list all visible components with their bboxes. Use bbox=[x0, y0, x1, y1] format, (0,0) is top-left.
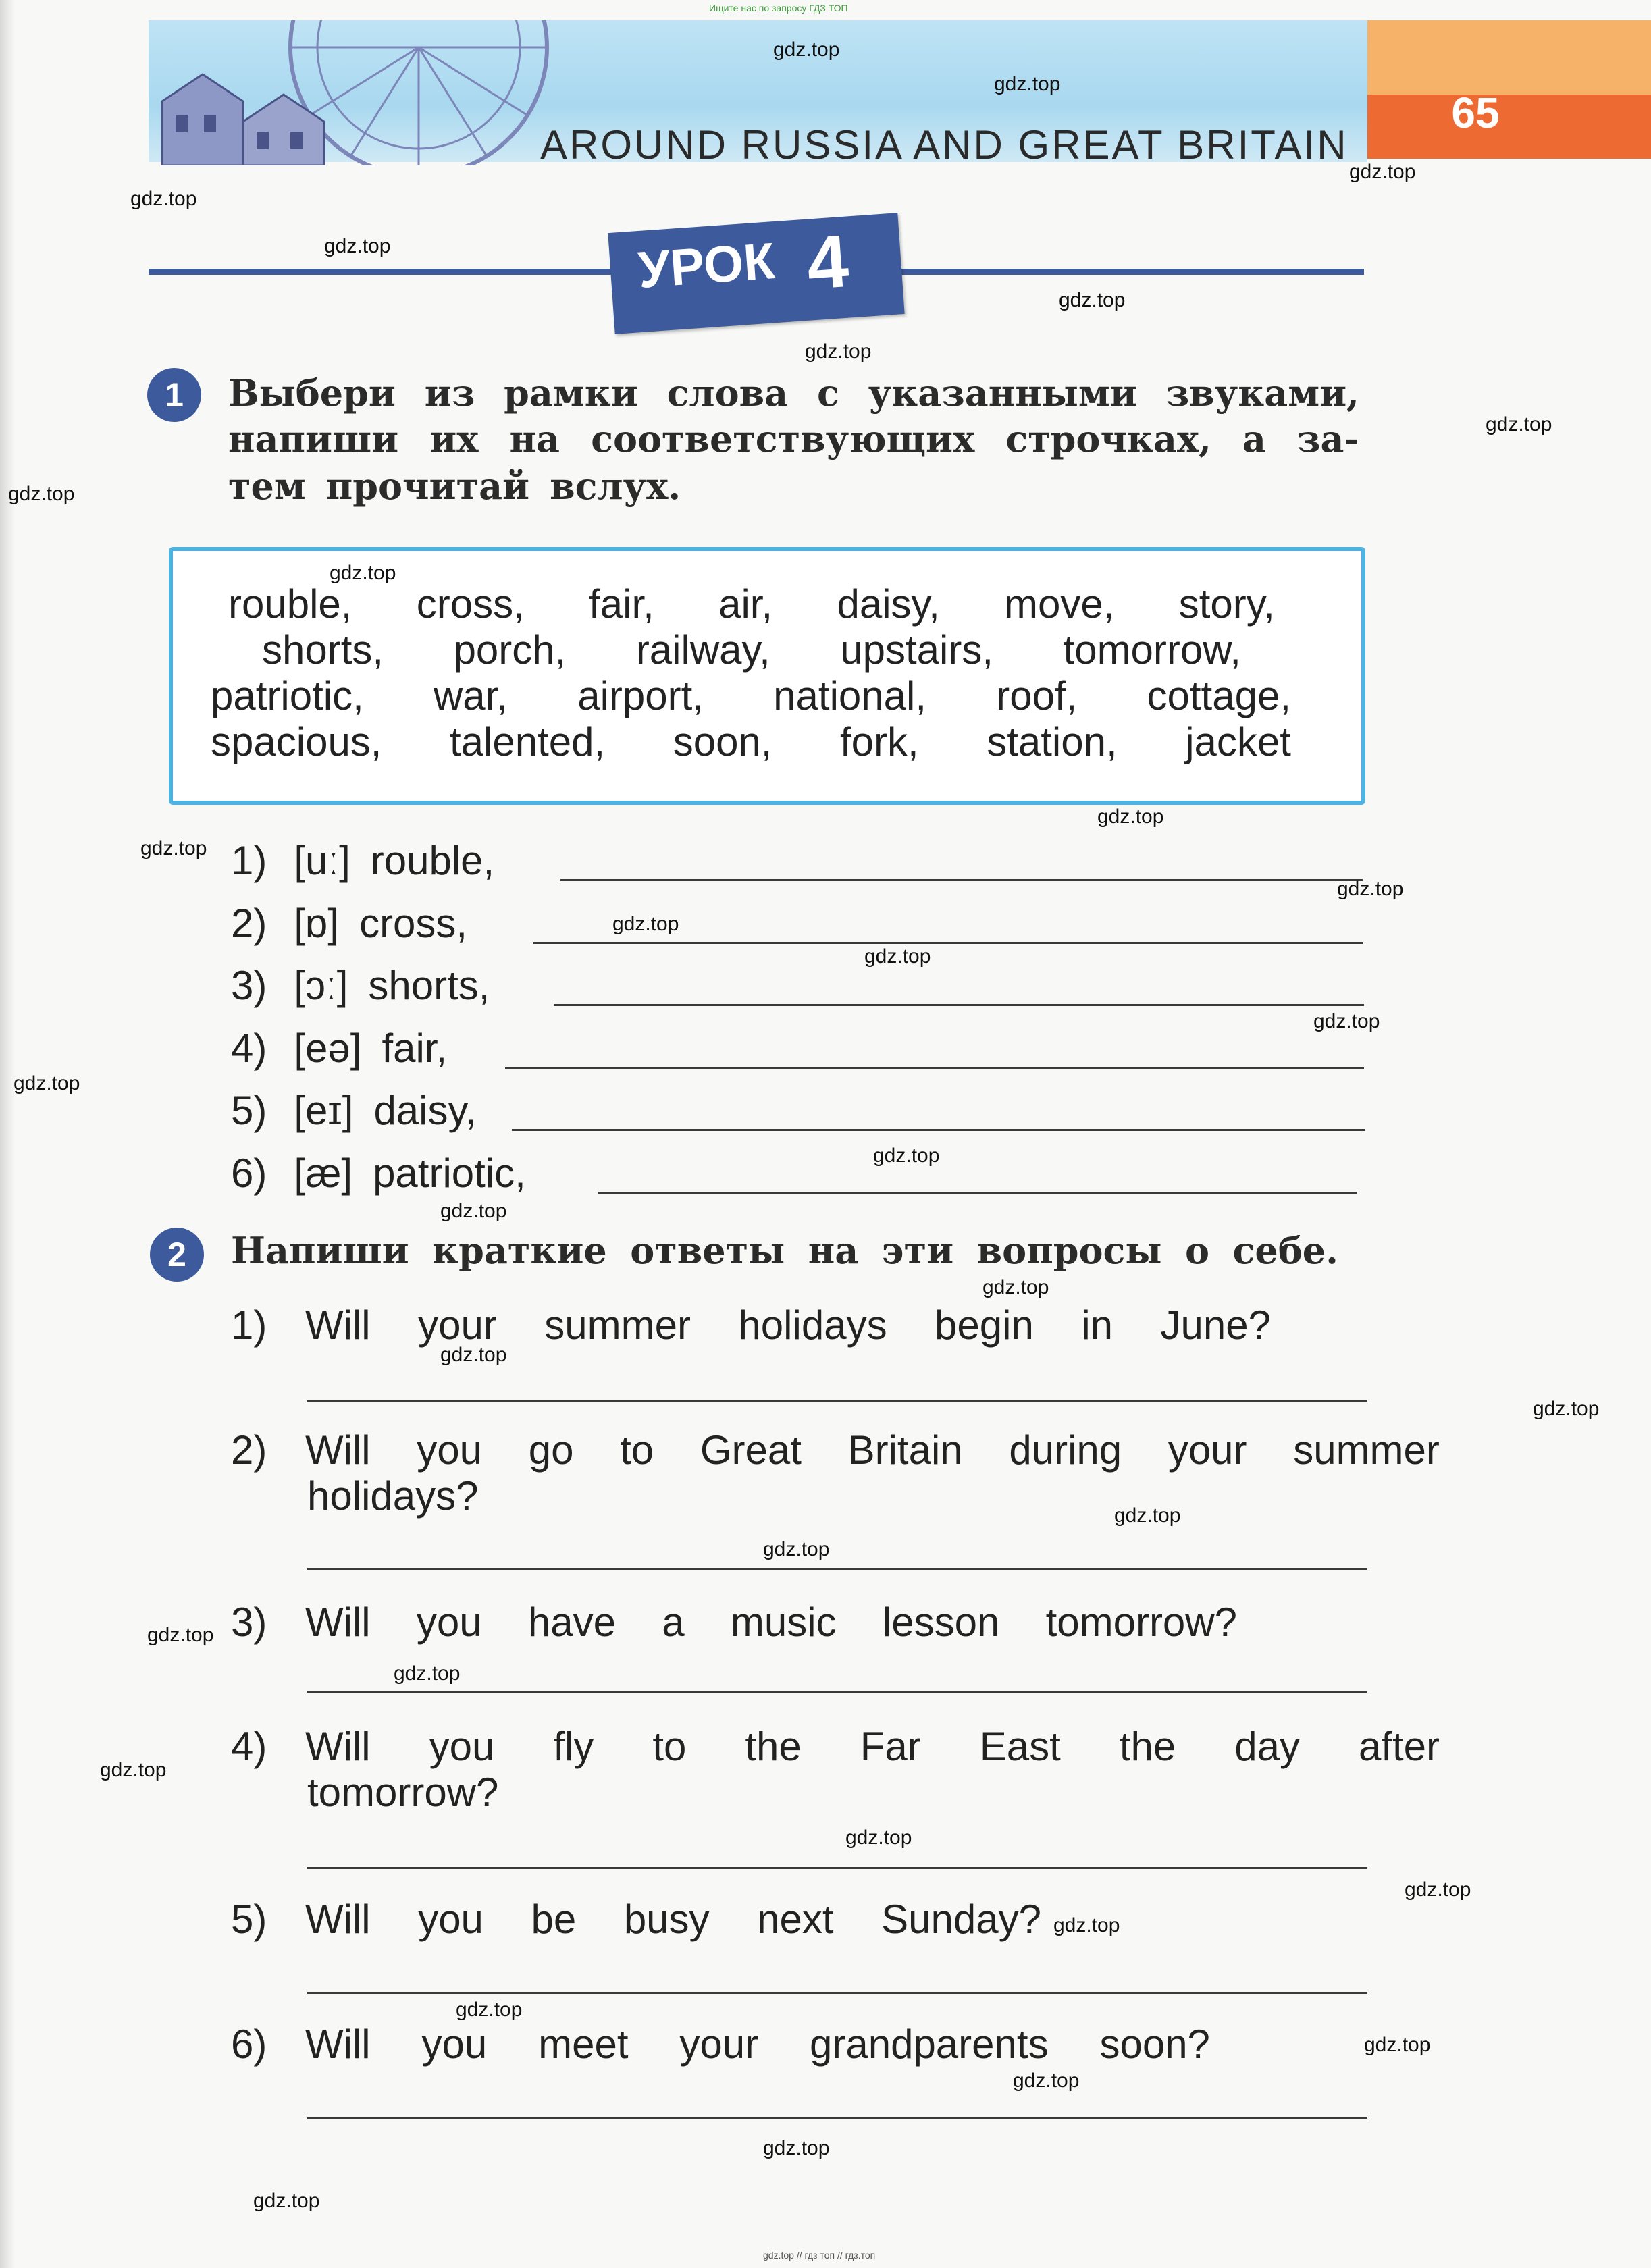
instruction-word: краткие bbox=[432, 1229, 607, 1272]
question-word: fly bbox=[553, 1724, 594, 1769]
instruction-word: соответствующих bbox=[591, 417, 975, 460]
question-number: 4) bbox=[231, 1724, 267, 1769]
watermark-text: gdz.top bbox=[147, 1624, 214, 1646]
word-box-word: shorts, bbox=[262, 627, 384, 673]
instruction-word: Напиши bbox=[231, 1229, 409, 1272]
answer-line bbox=[307, 1400, 1367, 1402]
answer-line bbox=[598, 1192, 1357, 1194]
answer-line bbox=[512, 1129, 1365, 1131]
instruction-word: с bbox=[816, 371, 839, 415]
answer-line bbox=[505, 1067, 1364, 1069]
instruction-line bbox=[228, 371, 1359, 415]
word-box-word: soon, bbox=[673, 719, 772, 764]
exercise-2-instruction bbox=[231, 1229, 1338, 1272]
question-word: summer bbox=[544, 1302, 691, 1348]
sound-row bbox=[231, 962, 490, 1009]
question-word: you bbox=[429, 1724, 495, 1769]
watermark-text: gdz.top bbox=[1059, 289, 1126, 311]
exercise-2-badge: 2 bbox=[150, 1228, 204, 1282]
question-word: Will bbox=[305, 1427, 371, 1473]
sound-example: patriotic, bbox=[373, 1151, 526, 1196]
watermark-text: gdz.top bbox=[394, 1662, 461, 1685]
sound-example: shorts, bbox=[368, 963, 490, 1008]
sound-symbol: [ɔː] bbox=[294, 963, 348, 1008]
question-word: you bbox=[421, 2022, 488, 2067]
question-text-continued: tomorrow? bbox=[307, 1770, 499, 1815]
question-word: a bbox=[662, 1600, 685, 1645]
question-word: go bbox=[528, 1427, 574, 1473]
watermark-text: gdz.top bbox=[1097, 806, 1164, 828]
sound-symbol: [uː] bbox=[294, 838, 350, 883]
watermark-text: gdz.top bbox=[773, 38, 840, 61]
question-word: soon? bbox=[1099, 2022, 1210, 2067]
watermark-text: gdz.top bbox=[612, 913, 679, 935]
instruction-word: вслух. bbox=[550, 465, 681, 508]
instruction-word: их bbox=[429, 417, 479, 460]
chapter-title: AROUND RUSSIA AND GREAT BRITAIN bbox=[540, 122, 1348, 167]
question-text bbox=[305, 2021, 1210, 2067]
question-word: Will bbox=[305, 1302, 371, 1348]
watermark-text: gdz.top bbox=[805, 340, 872, 363]
instruction-word: на bbox=[808, 1229, 859, 1272]
word-box-word: porch, bbox=[453, 627, 567, 673]
watermark-text: gdz.top bbox=[440, 1200, 507, 1222]
instruction-word: себе. bbox=[1232, 1229, 1338, 1272]
sound-row bbox=[231, 900, 467, 947]
watermark-text: gdz.top bbox=[14, 1072, 80, 1095]
sound-symbol: [æ] bbox=[294, 1151, 353, 1196]
watermark-text: gdz.top bbox=[1405, 1878, 1471, 1901]
watermark-text: gdz.top bbox=[1013, 2069, 1080, 2092]
answer-line bbox=[307, 2117, 1367, 2119]
watermark-text: gdz.top bbox=[330, 562, 396, 584]
word-box-word: spacious, bbox=[211, 719, 382, 764]
watermark-text: gdz.top bbox=[864, 945, 931, 968]
watermark-text: gdz.top bbox=[456, 1999, 523, 2021]
watermark-text: gdz.top bbox=[1349, 161, 1416, 183]
question-word: the bbox=[1119, 1724, 1176, 1769]
instruction-word: а bbox=[1242, 417, 1266, 460]
word-box-line bbox=[228, 581, 1275, 627]
word-box-word: upstairs, bbox=[840, 627, 994, 673]
question-word: Will bbox=[305, 1897, 371, 1942]
question-word: lesson bbox=[882, 1600, 1000, 1645]
instruction-word: рамки bbox=[504, 371, 638, 415]
watermark-text: gdz.top bbox=[845, 1826, 912, 1849]
instruction-word: строчках, bbox=[1005, 417, 1211, 460]
question-word: holidays bbox=[738, 1302, 887, 1348]
question-number: 2) bbox=[231, 1427, 267, 1473]
watermark-text: gdz.top bbox=[1114, 1504, 1181, 1527]
question-text bbox=[305, 1302, 1271, 1348]
instruction-word: напиши bbox=[228, 417, 399, 460]
question-word: Will bbox=[305, 1724, 371, 1769]
question-word: meet bbox=[538, 2022, 629, 2067]
question-word: you bbox=[418, 1897, 483, 1942]
word-box-word: air, bbox=[718, 581, 773, 627]
page-binding-edge bbox=[0, 0, 15, 2268]
instruction-word: слова bbox=[666, 371, 789, 415]
question-word: the bbox=[745, 1724, 802, 1769]
question-word: you bbox=[416, 1600, 482, 1645]
sound-example: daisy, bbox=[373, 1088, 477, 1133]
instruction-word: звуками, bbox=[1165, 371, 1359, 415]
question-number: 3) bbox=[231, 1600, 267, 1645]
word-box-word: national, bbox=[773, 673, 927, 718]
question-word: Far bbox=[860, 1724, 921, 1769]
question-word: music bbox=[730, 1600, 837, 1645]
instruction-word: из bbox=[424, 371, 475, 415]
watermark-text: gdz.top bbox=[140, 837, 207, 860]
exercise-1-badge: 1 bbox=[147, 368, 201, 422]
top-note: Ищите нас по запросу ГДЗ ТОП bbox=[709, 3, 848, 14]
sound-row bbox=[231, 1150, 526, 1196]
question-word: Will bbox=[305, 1600, 371, 1645]
question-number: 5) bbox=[231, 1897, 267, 1942]
question-word: East bbox=[979, 1724, 1061, 1769]
watermark-text: gdz.top bbox=[1364, 2034, 1431, 2056]
answer-line bbox=[307, 1867, 1367, 1869]
watermark-text: gdz.top bbox=[873, 1144, 940, 1167]
question-text-continued: holidays? bbox=[307, 1473, 479, 1519]
instruction-line bbox=[228, 465, 1359, 508]
word-box-word: railway, bbox=[635, 627, 770, 673]
question-word: Will bbox=[305, 2022, 371, 2067]
instruction-word: о bbox=[1185, 1229, 1210, 1272]
watermark-text: gdz.top bbox=[763, 1538, 830, 1560]
question-word: your bbox=[679, 2022, 759, 2067]
watermark-text: gdz.top bbox=[253, 2190, 320, 2212]
question-word: begin bbox=[935, 1302, 1034, 1348]
question-word: your bbox=[418, 1302, 497, 1348]
answer-line bbox=[307, 1691, 1367, 1693]
question-word: June? bbox=[1160, 1302, 1271, 1348]
watermark-text: gdz.top bbox=[1053, 1914, 1120, 1936]
question-word: be bbox=[531, 1897, 577, 1942]
instruction-line bbox=[228, 417, 1359, 460]
word-box-word: jacket bbox=[1185, 719, 1291, 764]
word-box-word: rouble, bbox=[228, 581, 352, 627]
answer-line bbox=[560, 879, 1363, 881]
sound-example: rouble, bbox=[370, 838, 495, 883]
instruction-word: вопросы bbox=[976, 1229, 1162, 1272]
watermark-text: gdz.top bbox=[8, 483, 75, 505]
answer-line bbox=[307, 1568, 1367, 1570]
watermark-text: gdz.top bbox=[763, 2137, 830, 2159]
watermark-text: gdz.top bbox=[1313, 1010, 1380, 1032]
watermark-text: gdz.top bbox=[1533, 1398, 1600, 1420]
instruction-word: ответы bbox=[630, 1229, 785, 1272]
instruction-word: эти bbox=[881, 1229, 954, 1272]
sound-row-number: 1) bbox=[231, 838, 267, 883]
watermark-text: gdz.top bbox=[100, 1759, 167, 1781]
word-box-word: war, bbox=[433, 673, 508, 718]
watermark-text: gdz.top bbox=[994, 73, 1061, 95]
answer-line bbox=[533, 942, 1363, 944]
sound-symbol: [eə] bbox=[294, 1026, 362, 1071]
word-box-word: patriotic, bbox=[211, 673, 364, 718]
sound-example: cross, bbox=[359, 901, 468, 946]
question-word: Sunday? bbox=[881, 1897, 1041, 1942]
question-word: grandparents bbox=[809, 2022, 1049, 2067]
question-word: tomorrow? bbox=[1045, 1600, 1237, 1645]
sound-example: fair, bbox=[382, 1026, 448, 1071]
question-word: Britain bbox=[847, 1427, 963, 1473]
question-word: to bbox=[620, 1427, 654, 1473]
word-box-word: station, bbox=[987, 719, 1118, 764]
question-text bbox=[305, 1723, 1440, 1770]
question-word: during bbox=[1009, 1427, 1122, 1473]
question-text bbox=[305, 1896, 1041, 1943]
instruction-word: тем bbox=[228, 465, 306, 508]
question-word: to bbox=[652, 1724, 687, 1769]
sound-row-number: 3) bbox=[231, 963, 267, 1008]
answer-line bbox=[554, 1004, 1364, 1006]
sound-row-number: 2) bbox=[231, 901, 267, 946]
page-tab-highlight bbox=[1367, 20, 1651, 95]
watermark-text: gdz.top bbox=[440, 1344, 507, 1366]
question-word: in bbox=[1081, 1302, 1113, 1348]
sound-row bbox=[231, 837, 494, 884]
question-number: 6) bbox=[231, 2022, 267, 2067]
question-word: next bbox=[757, 1897, 834, 1942]
instruction-word: за- bbox=[1297, 417, 1359, 460]
watermark-text: gdz.top bbox=[130, 188, 197, 210]
word-box-word: move, bbox=[1004, 581, 1115, 627]
word-box-line bbox=[211, 673, 1291, 719]
word-box-word: daisy, bbox=[837, 581, 940, 627]
question-word: summer bbox=[1293, 1427, 1440, 1473]
word-box-word: fork, bbox=[840, 719, 919, 764]
sound-row bbox=[231, 1087, 477, 1134]
sound-row-number: 5) bbox=[231, 1088, 267, 1133]
word-box-word: cottage, bbox=[1147, 673, 1291, 718]
question-word: busy bbox=[623, 1897, 710, 1942]
word-box-word: cross, bbox=[416, 581, 525, 627]
page-number: 65 bbox=[1451, 88, 1500, 137]
sound-symbol: [eɪ] bbox=[294, 1088, 354, 1133]
sound-symbol: [ɒ] bbox=[294, 901, 340, 946]
instruction-word: на bbox=[509, 417, 560, 460]
lesson-word: УРОК bbox=[636, 232, 777, 299]
question-text bbox=[305, 1427, 1440, 1473]
question-word: you bbox=[417, 1427, 483, 1473]
word-box-word: fair, bbox=[589, 581, 654, 627]
watermark-text: gdz.top bbox=[1486, 413, 1552, 436]
answer-line bbox=[307, 1992, 1367, 1994]
watermark-text: gdz.top bbox=[982, 1276, 1049, 1298]
question-word: day bbox=[1234, 1724, 1300, 1769]
question-word: have bbox=[527, 1600, 617, 1645]
question-word: your bbox=[1168, 1427, 1247, 1473]
sound-row-number: 6) bbox=[231, 1151, 267, 1196]
ferris-wheel-illustration bbox=[149, 20, 594, 165]
watermark-text: gdz.top bbox=[1337, 878, 1404, 900]
question-word: Great bbox=[700, 1427, 802, 1473]
question-text bbox=[305, 1599, 1237, 1645]
instruction-word: Выбери bbox=[228, 371, 396, 415]
word-box-line bbox=[211, 718, 1291, 765]
instruction-word: прочитай bbox=[325, 465, 530, 508]
sound-row-number: 4) bbox=[231, 1026, 267, 1071]
word-box-word: airport, bbox=[577, 673, 704, 718]
bottom-note: gdz.top // гдз топ // гдз.топ bbox=[763, 2250, 876, 2261]
word-box-word: roof, bbox=[996, 673, 1078, 718]
instruction-word: указанными bbox=[868, 371, 1137, 415]
question-number: 1) bbox=[231, 1302, 267, 1348]
watermark-text: gdz.top bbox=[324, 235, 391, 257]
lesson-number: 4 bbox=[804, 219, 851, 305]
word-box-word: talented, bbox=[450, 719, 606, 764]
sound-row bbox=[231, 1025, 447, 1072]
word-box-word: story, bbox=[1178, 581, 1275, 627]
word-box-line bbox=[262, 627, 1241, 673]
question-word: after bbox=[1358, 1724, 1440, 1769]
word-box-word: tomorrow, bbox=[1063, 627, 1241, 673]
